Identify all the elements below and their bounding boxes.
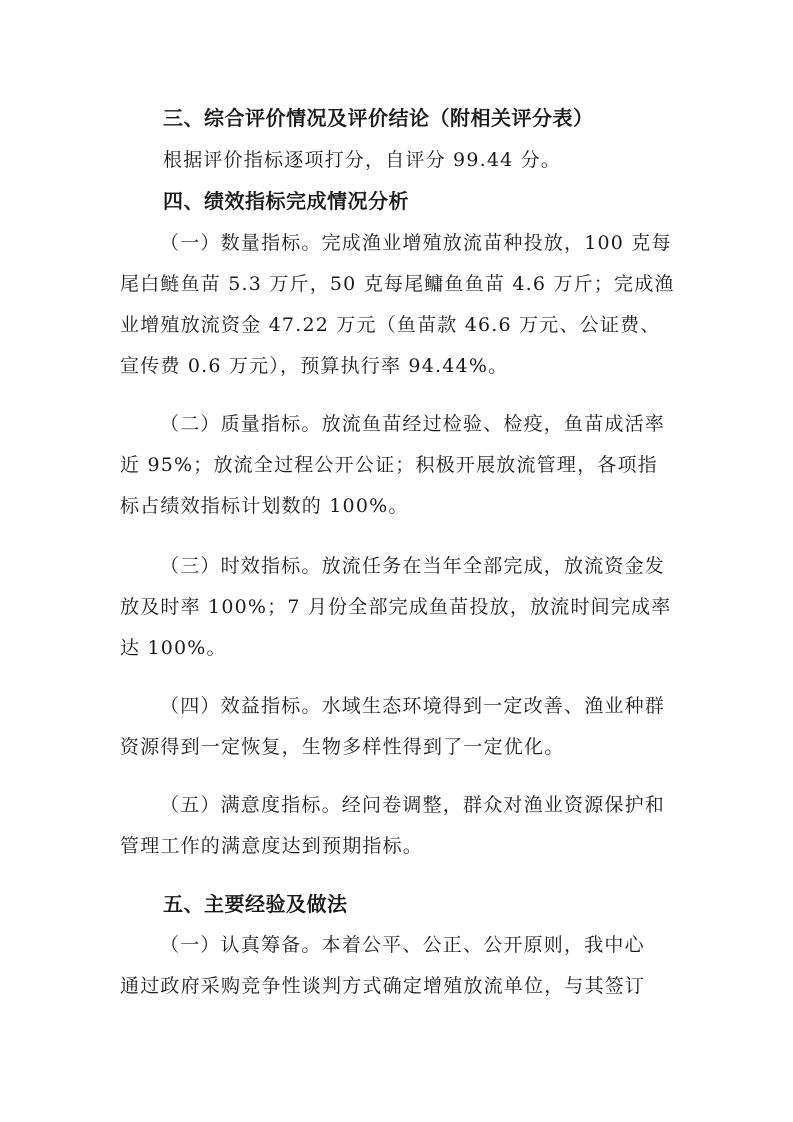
paragraph-line: 达 100%。 — [120, 637, 227, 659]
paragraph-line: （三）时效指标。放流任务在当年全部完成，放流资金发 — [160, 555, 666, 577]
self-score-text: 根据评价指标逐项打分，自评分 99.44 分。 — [163, 149, 562, 171]
paragraph-line: 资源得到一定恢复，生物多样性得到了一定优化。 — [120, 736, 565, 758]
paragraph-line: 尾白鲢鱼苗 5.3 万斤，50 克每尾鳙鱼鱼苗 4.6 万斤；完成渔 — [120, 273, 675, 295]
paragraph-line: 标占绩效指标计划数的 100%。 — [120, 495, 409, 517]
paragraph-line: 放及时率 100%；7 月份全部完成鱼苗投放，放流时间完成率 — [120, 596, 672, 618]
paragraph-line: 业增殖放流资金 47.22 万元（鱼苗款 46.6 万元、公证费、 — [120, 314, 661, 336]
section-4-heading: 四、绩效指标完成情况分析 — [163, 189, 409, 213]
paragraph-line: （一）数量指标。完成渔业增殖放流苗种投放，100 克每 — [160, 232, 672, 254]
paragraph-line: 宣传费 0.6 万元），预算执行率 94.44%。 — [120, 355, 509, 377]
paragraph-line: （二）质量指标。放流鱼苗经过检验、检疫，鱼苗成活率 — [160, 413, 666, 435]
paragraph-line: （四）效益指标。水域生态环境得到一定改善、渔业种群 — [160, 695, 666, 717]
section-3-heading: 三、综合评价情况及评价结论（附相关评分表） — [163, 106, 594, 130]
paragraph-line: 通过政府采购竞争性谈判方式确定增殖放流单位，与其签订 — [120, 975, 646, 997]
paragraph-line: （五）满意度指标。经问卷调整，群众对渔业资源保护和 — [160, 794, 666, 816]
section-5-heading: 五、主要经验及做法 — [163, 892, 348, 916]
paragraph-line: 管理工作的满意度达到预期指标。 — [120, 835, 424, 857]
paragraph-line: 近 95%；放流全过程公开公证；积极开展放流管理，各项指 — [120, 454, 658, 476]
paragraph-line: （一）认真筹备。本着公平、公正、公开原则，我中心 — [160, 934, 645, 956]
